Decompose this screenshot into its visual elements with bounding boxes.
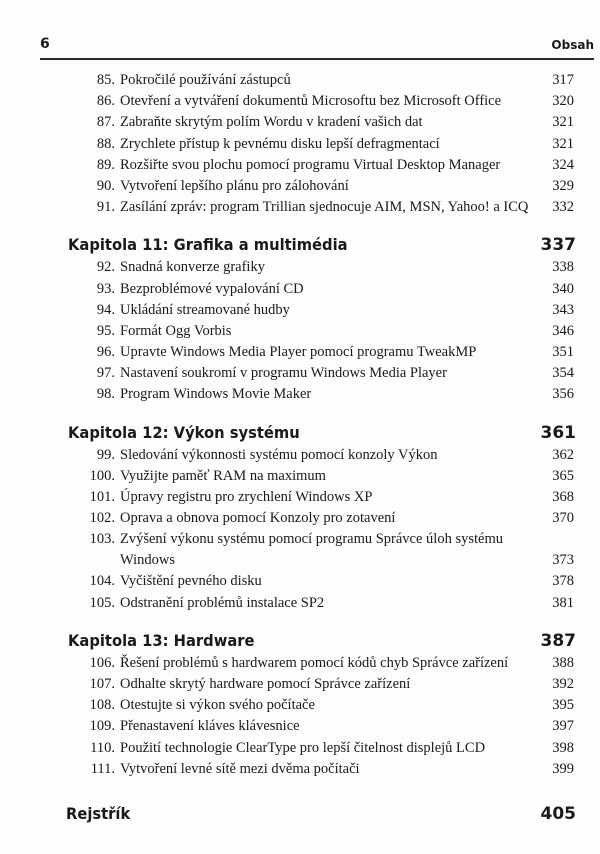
entry-page: 340 [552,280,574,297]
entry-number: 93. [96,280,115,297]
entry-page: 321 [552,135,574,152]
chapter-title: Kapitola 11: Grafika a multimédia [68,235,348,255]
entry-page: 346 [552,322,574,339]
chapter-title: Kapitola 12: Výkon systému [68,422,300,442]
entry-title: Zasílání zpráv: program Trillian sjednocuje AIM, MSN, Yahoo! a ICQ [120,199,529,216]
entry-page: 399 [552,760,574,777]
toc-entry [0,738,600,759]
entry-number: 86. [96,93,115,110]
chapter-heading [0,629,600,653]
entry-page: 365 [552,467,574,484]
entry-page: 362 [552,446,574,463]
toc-entry [0,70,600,91]
entry-page: 332 [552,199,574,216]
chapter-page: 337 [540,235,576,256]
entry-number: 109. [89,718,115,735]
toc-entry [0,197,600,218]
entry-title: Program Windows Movie Maker [120,386,312,403]
toc-entry [0,342,600,363]
entry-number: 99. [96,446,115,463]
entry-number: 95. [96,322,115,339]
entry-title: Zrychlete přístup k pevnému disku lepší defragmentací [120,135,440,152]
toc-entry [0,321,600,342]
toc-entry [0,716,600,737]
index-title: Rejstřík [66,803,131,823]
entry-number: 87. [96,114,115,131]
toc-entry [0,674,600,695]
entry-number: 102. [89,510,115,527]
running-title: Obsah [551,38,594,52]
entry-page: 329 [552,177,574,194]
entry-number: 94. [96,301,115,318]
entry-title: Odstranění problémů instalace SP2 [120,594,325,611]
entry-title: Řešení problémů s hardwarem pomocí kódů chyb Správce zařízení [120,654,509,671]
chapter-page: 361 [540,422,576,443]
toc-entry [0,112,600,133]
entry-title: Rozšiřte svou plochu pomocí programu Virtual Desktop Manager [120,156,501,173]
entry-title: Zvýšení výkonu systému pomocí programu Správce úloh systému Windows [120,531,503,569]
entry-title: Vytvoření lepšího plánu pro zálohování [120,177,349,194]
toc-entry [0,134,600,155]
entry-number: 101. [89,489,115,505]
entry-page: 370 [552,510,574,527]
entry-title: Snadná konverze grafiky [120,259,265,276]
entry-number: 85. [96,72,115,88]
entry-title: Otestujte si výkon svého počítače [120,697,315,714]
chapter-title: Kapitola 13: Hardware [68,630,255,650]
chapter-heading [0,421,600,445]
toc-entry [0,759,600,780]
entry-page: 392 [552,675,574,692]
toc-entry [0,695,600,716]
toc-entry [0,363,600,384]
toc-entry [0,155,600,176]
entry-number: 98. [96,386,115,403]
toc-entry [0,593,600,614]
entry-page: 320 [552,93,574,110]
entry-page: 317 [552,72,574,88]
entry-number: 106. [89,654,115,671]
entry-number: 108. [89,697,115,714]
entry-page: 343 [552,301,574,318]
entry-number: 111. [90,760,115,777]
entry-title: Vytvoření levné sítě mezi dvěma počítači [120,760,360,777]
entry-number: 97. [96,365,115,382]
entry-title: Odhalte skrytý hardware pomocí Správce zařízení [120,675,411,692]
toc-entry [0,176,600,197]
entry-number: 104. [89,573,115,590]
entry-title: Ukládání streamované hudby [120,301,290,318]
toc-entry [0,91,600,112]
entry-number: 103. [89,531,115,548]
entry-title: Přenastavení kláves klávesnice [120,718,300,735]
entry-number: 110. [90,739,115,756]
entry-title: Použití technologie ClearType pro lepší čitelnost displejů LCD [120,739,486,756]
entry-page: 398 [552,739,574,756]
entry-title: Využijte paměť RAM na maximum [120,467,326,484]
entry-number: 89. [96,156,115,173]
entry-page: 351 [552,344,574,361]
entry-page: 373 [552,552,574,569]
toc-entry [0,445,600,466]
table-of-contents [0,70,600,826]
entry-title: Sledování výkonnosti systému pomocí konzoly Výkon [120,446,438,463]
entry-number: 105. [89,594,115,611]
toc-entry [0,300,600,321]
entry-page: 395 [552,697,574,714]
entry-number: 90. [96,177,115,194]
entry-page: 381 [552,594,574,611]
entry-title: Bezproblémové vypalování CD [120,280,304,297]
page-number: 6 [40,36,50,52]
entry-page: 324 [552,156,574,173]
toc-entry [0,466,600,487]
entry-page: 356 [552,386,574,403]
entry-title: Formát Ogg Vorbis [120,322,232,339]
entry-number: 96. [96,344,115,361]
toc-entry [0,571,600,592]
entry-page: 368 [552,489,574,505]
entry-page: 378 [552,573,574,590]
toc-entry [0,487,600,508]
entry-number: 107. [89,675,115,692]
entry-title: Oprava a obnova pomocí Konzoly pro zotavení [120,510,396,527]
entry-page: 397 [552,718,574,735]
chapter-heading [0,233,600,257]
entry-title: Pokročilé používání zástupců [120,72,291,88]
entry-title: Upravte Windows Media Player pomocí programu TweakMP [120,344,477,361]
entry-title: Úpravy registru pro zrychlení Windows XP [120,489,373,505]
entry-number: 92. [96,259,115,276]
index-heading [0,802,600,826]
chapter-page: 387 [540,630,576,651]
entry-page: 321 [552,114,574,131]
entry-number: 88. [96,135,115,152]
entry-title: Otevření a vytváření dokumentů Microsoftu bez Microsoft Office [120,93,502,110]
entry-number: 100. [89,467,115,484]
toc-entry [0,384,600,405]
entry-title: Nastavení soukromí v programu Windows Media Player [120,365,447,382]
toc-entry [0,529,600,571]
entry-page: 388 [552,654,574,671]
index-page: 405 [540,803,576,824]
toc-entry [0,257,600,278]
running-header [40,36,594,60]
entry-page: 338 [552,259,574,276]
toc-entry [0,653,600,674]
toc-entry [0,279,600,300]
entry-title: Vyčištění pevného disku [120,573,262,590]
entry-title: Zabraňte skrytým polím Wordu v kradení vašich dat [120,114,423,131]
entry-number: 91. [96,199,115,216]
toc-entry [0,508,600,529]
entry-page: 354 [552,365,574,382]
